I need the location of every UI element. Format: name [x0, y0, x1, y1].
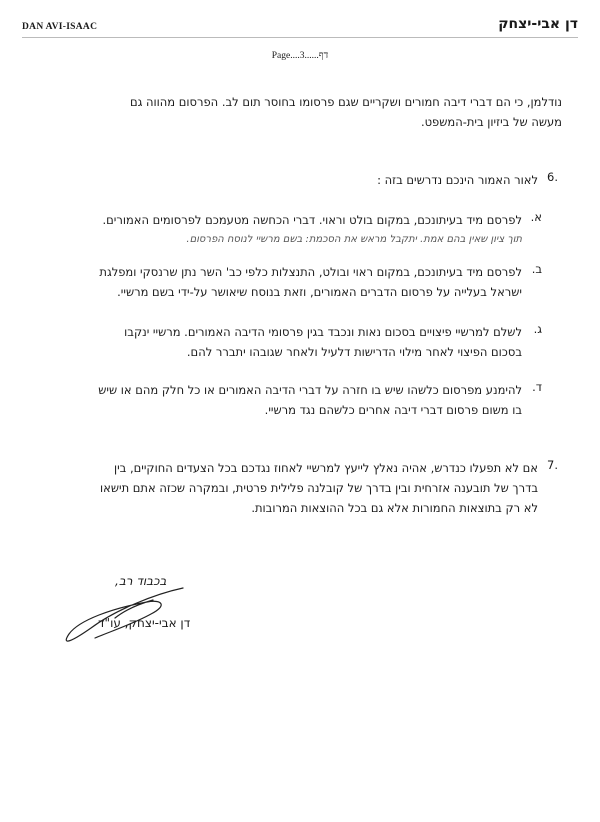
section-7-number: .7	[547, 458, 558, 472]
signer-name: דן אבי-יצחק, עו"ד	[98, 616, 191, 630]
item-c-line-1: לשלם למרשיי פיצויים בסכום נאות ונכבד בגין פרסומי הדיבה האמורים. מרשיי ינקבו	[124, 325, 522, 339]
intro-line-2: מעשה של ביזיון בית-המשפט.	[420, 115, 562, 129]
item-d-text	[72, 380, 522, 420]
section-7-text	[58, 458, 538, 518]
signature-closing: בכבוד רב,	[115, 574, 167, 588]
page-number: Page....3......דף	[271, 51, 329, 61]
handwritten-signature	[55, 580, 195, 650]
item-c-text	[72, 322, 522, 362]
header-name-hebrew: דן אבי-יצחק	[498, 16, 578, 32]
item-b-line-2: ישראל בעלייה על פרסום הדברים האמורים, וזאת בנוסח שיאושר על-ידי בשם מרשיי.	[117, 285, 522, 299]
header-name-latin: DAN AVI-ISAAC	[22, 22, 98, 32]
header-divider	[22, 37, 578, 38]
item-a-marker: א.	[530, 210, 542, 224]
item-b-text	[72, 262, 522, 302]
item-b-line-1: לפרסם מיד בעיתונכם, במקום ראוי ובולט, התנצלות כלפי כב' השר נתן שרנסקי ומפלגת	[99, 265, 522, 279]
item-d-marker: ד.	[532, 380, 542, 394]
item-a-line-1: לפרסם מיד בעיתונכם, במקום בולט וראוי. דברי הכחשה מטעמכם לפרסומים האמורים.	[102, 213, 522, 227]
item-d-line-1: להימנע מפרסום כלשהו שיש בו חזרה על דברי הדיבה האמורים או כל חלק מהם או שיש	[98, 383, 522, 397]
intro-paragraph	[72, 92, 562, 132]
item-d-line-2: בו משום פרסום דברי דיבה אחרים כלשהם נגד מרשיי.	[264, 403, 522, 417]
intro-line-1: נודלמן, כי הם דברי דיבה חמורים ושקריים שגם פרסומו בחוסר תום לב. הפרסום מהווה גם	[129, 95, 562, 109]
section-6-number: .6	[547, 170, 558, 184]
section-6-heading: לאור האמור הינכם נדרשים בזה :	[377, 173, 538, 187]
item-c-marker: ג.	[533, 322, 542, 336]
item-a-text	[72, 210, 522, 250]
section-7-line-1: אם לא תפעלו כנדרש, אהיה נאלץ לייעץ למרשיי לאחוז נגדכם בכל הצעדים החוקיים, בין	[113, 461, 538, 475]
item-c-line-2: בסכום הפיצוי לאחר מילוי הדרישות דלעיל ולאחר שגובהו יתברר להם.	[186, 345, 522, 359]
section-7-line-3: לא רק בתוצאות החמורות אלא גם בכל ההוצאות המרובות.	[251, 501, 538, 515]
item-b-marker: ב.	[531, 262, 542, 276]
section-7-line-2: בדרך של תובענה אזרחית ובין בדרך של קובלנה פלילית פרטית, ובמקרה שכזה אתם תישאו	[100, 481, 538, 495]
item-a-line-2: תוך ציון שאין בהם אמת. יתקבל מראש את הסכמת: בשם מרשיי לנוסח הפרסום.	[186, 234, 522, 245]
